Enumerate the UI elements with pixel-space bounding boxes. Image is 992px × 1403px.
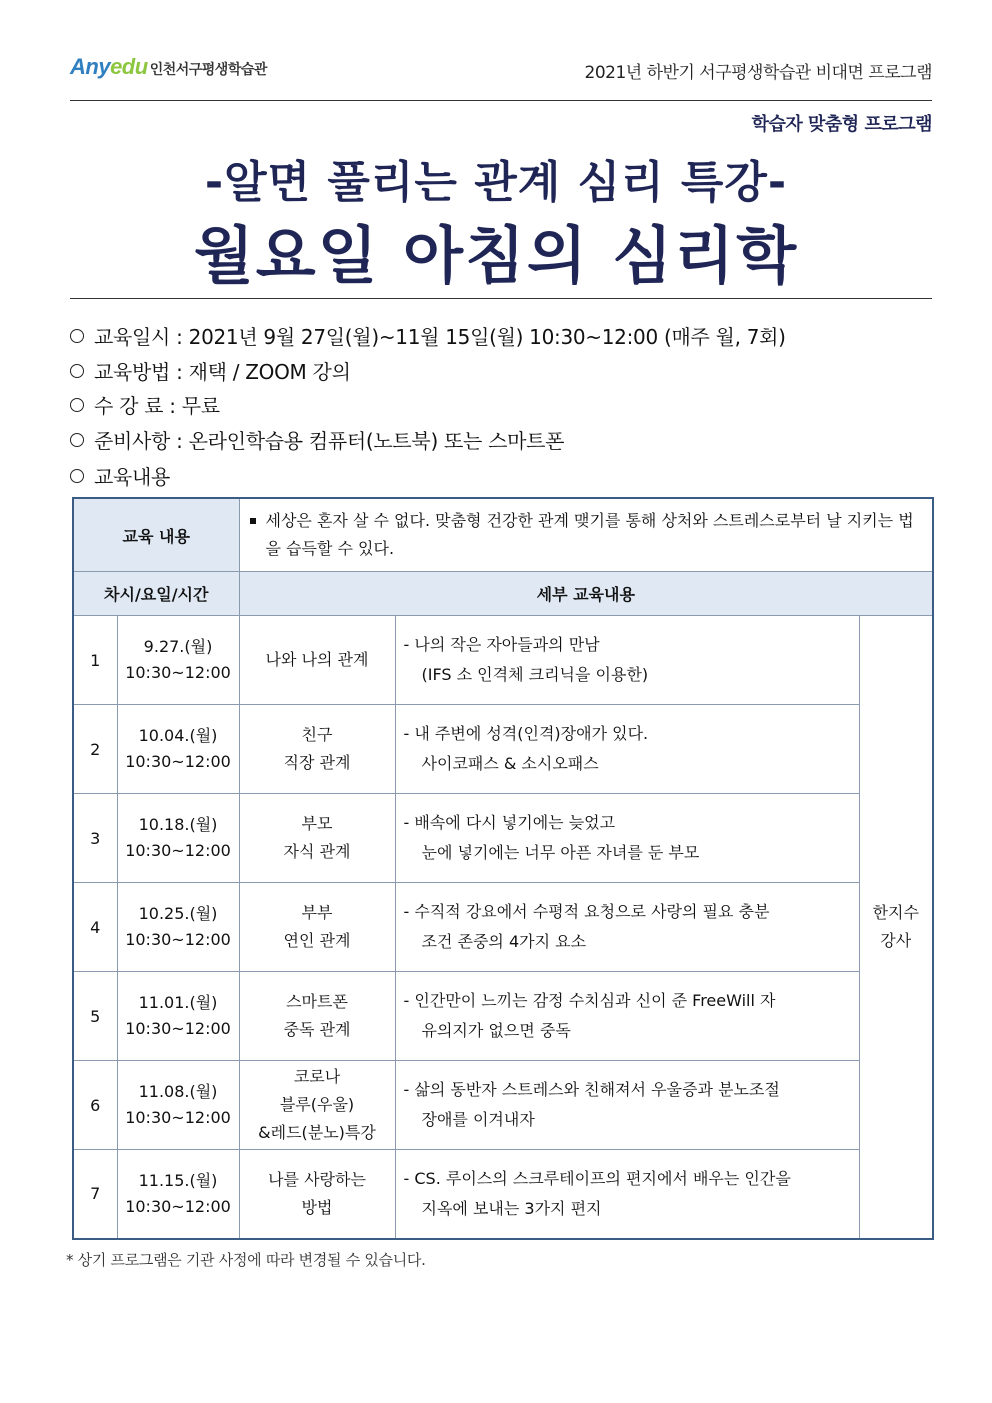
info-value: 2021년 9월 27일(월)~11월 15일(월) 10:30~12:00 (매주 월, 7회) <box>188 325 786 349</box>
col-header-session: 차시/요일/시간 <box>73 572 239 616</box>
program-label: 2021년 하반기 서구평생학습관 비대면 프로그램 <box>584 63 932 83</box>
session-number: 4 <box>73 883 117 972</box>
table-row <box>73 1061 933 1150</box>
session-detail <box>395 883 859 972</box>
session-detail <box>395 616 859 705</box>
session-date: 10.04.(월) <box>138 726 218 745</box>
info-value: 재택 / ZOOM 강의 <box>188 360 351 384</box>
logo-any-text: Any <box>70 54 111 79</box>
session-datetime <box>117 705 239 794</box>
session-date: 11.01.(월) <box>138 993 218 1012</box>
logo-org-name: 인천서구평생학습관 <box>149 62 267 78</box>
table-row <box>73 1150 933 1239</box>
session-time: 10:30~12:00 <box>125 841 231 860</box>
detail-line-1: - 수직적 강요에서 수평적 요청으로 사랑의 필요 충분 <box>403 902 770 921</box>
info-item <box>70 461 170 490</box>
session-topic: 나를 사랑하는 방법 <box>239 1150 395 1239</box>
info-label: 준비사항 <box>94 429 171 453</box>
footnote: * 상기 프로그램은 기관 사정에 따라 변경될 수 있습니다. <box>66 1251 426 1269</box>
table-row <box>73 794 933 883</box>
session-datetime <box>117 1150 239 1239</box>
session-topic: 친구 직장 관계 <box>239 705 395 794</box>
detail-line-1: - 인간만이 느끼는 감정 수치심과 신이 준 FreeWill 자 <box>403 991 776 1010</box>
intro-row <box>73 498 933 572</box>
info-value: 무료 <box>181 394 220 418</box>
session-date: 10.25.(월) <box>138 904 218 923</box>
info-item <box>70 356 351 385</box>
info-separator: : <box>163 394 182 418</box>
info-label: 교육내용 <box>94 465 171 489</box>
intro-label: 교육 내용 <box>73 498 239 572</box>
detail-line-2: 장애를 이겨내자 <box>421 1110 535 1129</box>
session-detail <box>395 972 859 1061</box>
info-separator: : <box>170 429 189 453</box>
column-header-row <box>73 572 933 616</box>
session-datetime <box>117 616 239 705</box>
schedule-table <box>72 497 934 1240</box>
square-bullet-icon <box>250 518 256 524</box>
info-item <box>70 321 786 350</box>
info-separator: : <box>170 360 189 384</box>
session-time: 10:30~12:00 <box>125 1196 231 1216</box>
detail-line-1: - 삶의 동반자 스트레스와 친해져서 우울증과 분노조절 <box>403 1080 780 1099</box>
session-time: 10:30~12:00 <box>125 930 231 949</box>
detail-line-2: (IFS 소 인격체 크리닉을 이용한) <box>421 665 649 684</box>
session-topic: 나와 나의 관계 <box>239 616 395 705</box>
info-separator: : <box>170 325 189 349</box>
intro-text: 세상은 혼자 살 수 없다. 맞춤형 건강한 관계 맺기를 통해 상처와 스트레스로부터 날 지키는 법을 습득할 수 있다. <box>265 511 914 558</box>
session-number: 6 <box>73 1061 117 1150</box>
circle-bullet-icon <box>70 398 84 412</box>
program-subtitle: 학습자 맞춤형 프로그램 <box>751 114 932 135</box>
table-row <box>73 883 933 972</box>
detail-line-2: 유의지가 없으면 중독 <box>421 1021 571 1040</box>
session-datetime <box>117 883 239 972</box>
detail-line-2: 사이코패스 & 소시오패스 <box>421 754 599 773</box>
session-date: 10.18.(월) <box>138 815 218 834</box>
table-row <box>73 705 933 794</box>
session-time: 10:30~12:00 <box>125 752 231 771</box>
info-label: 교육일시 <box>94 325 171 349</box>
session-date: 11.08.(월) <box>138 1082 218 1101</box>
detail-line-1: - 내 주변에 성격(인격)장애가 있다. <box>403 724 649 743</box>
session-topic: 스마트폰 중독 관계 <box>239 972 395 1061</box>
session-detail <box>395 1061 859 1150</box>
session-number: 5 <box>73 972 117 1061</box>
table-row <box>73 616 933 705</box>
session-time: 10:30~12:00 <box>125 1019 231 1038</box>
session-number: 3 <box>73 794 117 883</box>
session-number: 2 <box>73 705 117 794</box>
circle-bullet-icon <box>70 329 84 343</box>
session-topic: 부부 연인 관계 <box>239 883 395 972</box>
session-detail <box>395 794 859 883</box>
logo-edu-text: edu <box>110 54 148 79</box>
info-label: 교육방법 <box>94 360 171 384</box>
title-line-1: -알면 풀리는 관계 심리 특강- <box>204 157 788 208</box>
session-time: 10:30~12:00 <box>125 663 231 682</box>
anyedu-logo <box>70 54 267 80</box>
detail-line-1: - 나의 작은 자아들과의 만남 <box>403 635 600 654</box>
intro-content <box>239 498 933 572</box>
session-date: 9.27.(월) <box>143 637 213 656</box>
session-time: 10:30~12:00 <box>125 1108 231 1127</box>
detail-line-2: 조건 존중의 4가지 요소 <box>421 932 587 951</box>
title-line-2: 월요일 아침의 심리학 <box>193 219 799 292</box>
session-detail <box>395 705 859 794</box>
session-detail <box>395 1150 859 1239</box>
session-topic: 코로나 블루(우울) &레드(분노)특강 <box>239 1061 395 1150</box>
session-datetime <box>117 794 239 883</box>
session-topic: 부모 자식 관계 <box>239 794 395 883</box>
page-header <box>70 48 932 101</box>
session-datetime <box>117 1061 239 1150</box>
circle-bullet-icon <box>70 469 84 483</box>
col-header-detail: 세부 교육내용 <box>239 572 933 616</box>
instructor-name: 한지수 강사 <box>859 616 933 1239</box>
detail-line-2: 눈에 넣기에는 너무 아픈 자녀를 둔 부모 <box>421 843 700 862</box>
title-divider <box>70 298 932 299</box>
info-label: 수 강 료 <box>94 394 164 418</box>
info-item <box>70 390 220 419</box>
detail-line-2: 지옥에 보내는 3가지 편지 <box>421 1198 602 1218</box>
detail-line-1: - 배속에 다시 넣기에는 늦었고 <box>403 813 616 832</box>
info-value: 온라인학습용 컴퓨터(노트북) 또는 스마트폰 <box>188 429 565 453</box>
session-datetime <box>117 972 239 1061</box>
session-date: 11.15.(월) <box>138 1170 218 1190</box>
table-row <box>73 972 933 1061</box>
info-item <box>70 425 564 454</box>
session-number: 7 <box>73 1150 117 1239</box>
circle-bullet-icon <box>70 433 84 447</box>
detail-line-1: - CS. 루이스의 스크루테이프의 편지에서 배우는 인간을 <box>403 1168 791 1188</box>
circle-bullet-icon <box>70 364 84 378</box>
session-number: 1 <box>73 616 117 705</box>
